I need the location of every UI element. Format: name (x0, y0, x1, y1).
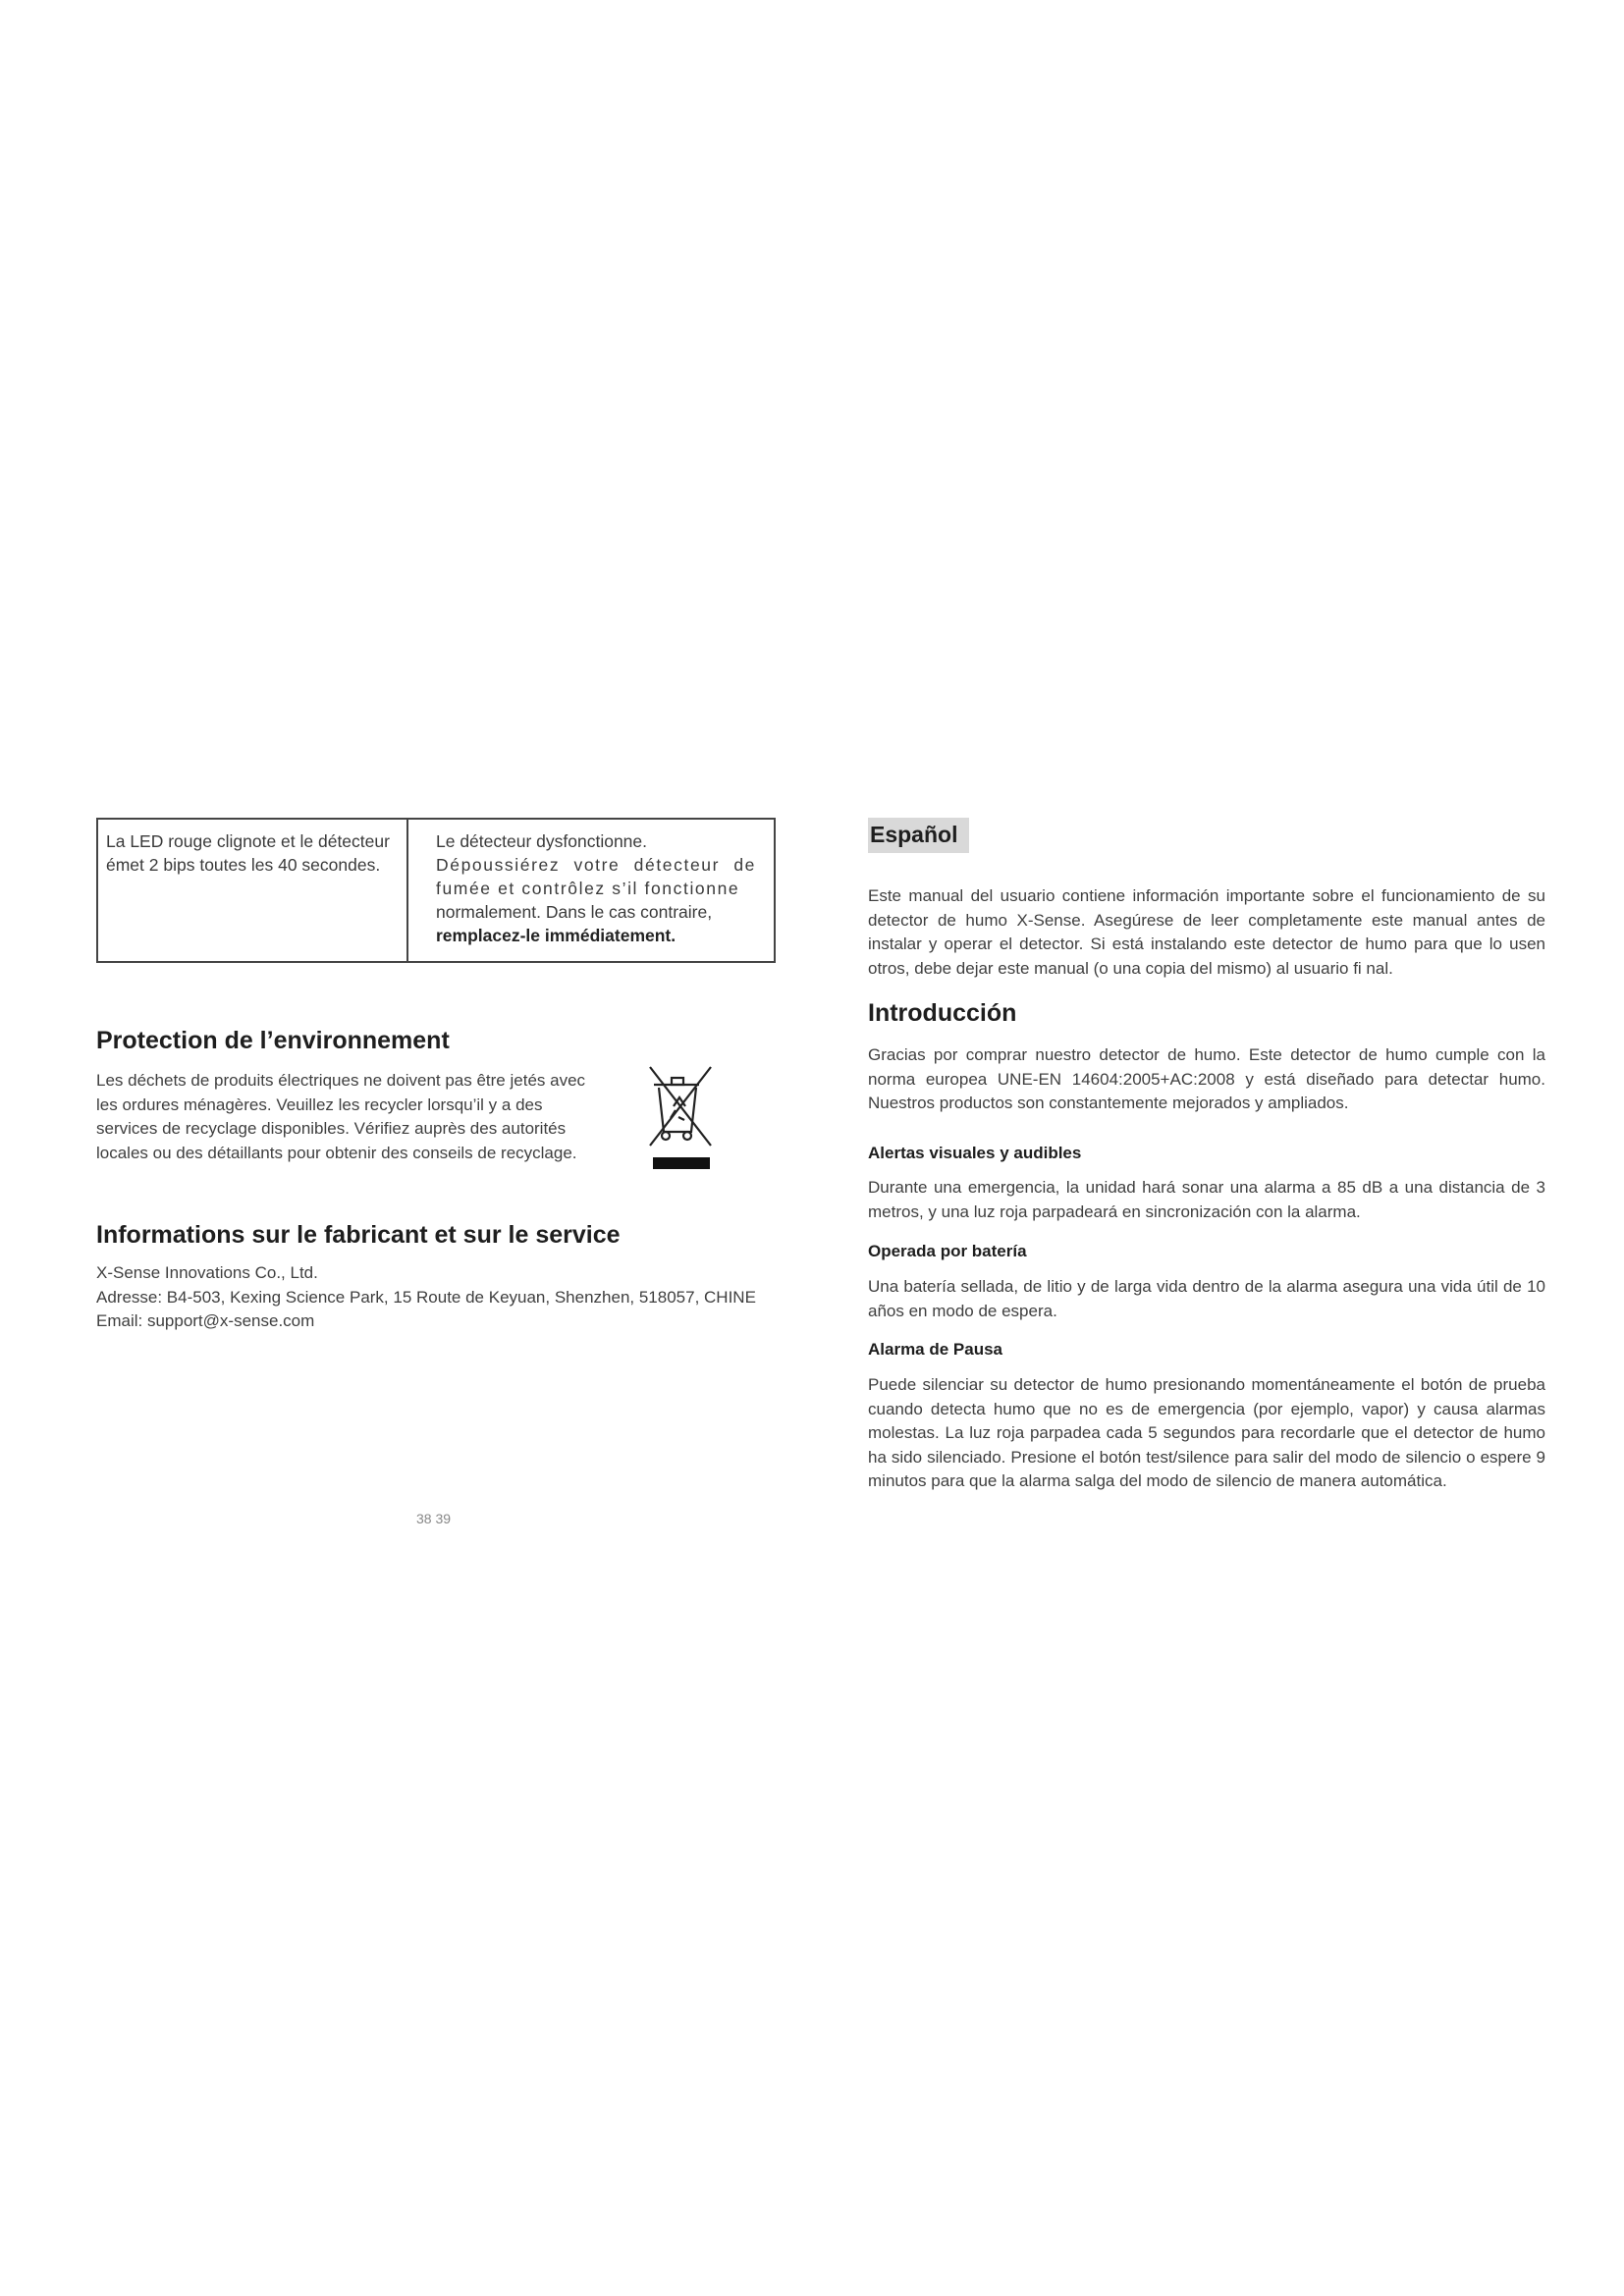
page-numbers: 38 39 (416, 1511, 452, 1526)
section-text-alerts: Durante una emergencia, la unidad hará sonar una alarma a 85 dB a una distancia de 3 metros, y una luz roja parpadeará en sincronización con la alarma. (868, 1178, 1545, 1221)
environment-text: Les déchets de produits électriques ne doivent pas être jetés avec les ordures ménagères. Veuillez les recycler lorsqu’il y a des services de recyclage disponibles. Vérifiez auprès des autorités locales ou des détaillants pour obtenir des conseils de recyclage. (96, 1071, 586, 1162)
introduction-text: Gracias por comprar nuestro detector de humo. Este detector de humo cumple con la norma europea UNE-EN 14604:2005+AC:2008 y está diseñado para detectar humo. Nuestros productos son constantemente mejorados y ampliados. (868, 1045, 1545, 1112)
environment-heading: Protection de l’environnement (96, 1027, 450, 1054)
manual-intro-text: Este manual del usuario contiene información importante sobre el funcionamiento de su detector de humo X-Sense. Asegúrese de leer completamente este manual antes de instalar y operar el detector. Si está instalando este detector de humo para que lo usen otros, debe dejar este manual (o una copia del mismo) al usuario fi nal. (868, 886, 1545, 978)
section-heading-pause: Alarma de Pausa (868, 1340, 1003, 1359)
weee-crossed-bin-icon (648, 1063, 713, 1171)
introduction-heading: Introducción (868, 999, 1017, 1027)
section-text-battery: Una batería sellada, de litio y de larga vida dentro de la alarma asegura una vida útil de 10 años en modo de espera. (868, 1277, 1545, 1320)
solution-spaced-text: Dépoussiérez votre détecteur de fumée et contrôlez s’il fonctionne (436, 855, 756, 898)
solution-bold-text: remplacez-le immédiatement. (436, 926, 677, 945)
table-cell-solution (408, 820, 774, 961)
table-cell-symptom: La LED rouge clignote et le détecteur émet 2 bips toutes les 40 secondes. (98, 820, 408, 961)
troubleshooting-table (96, 818, 776, 963)
language-badge: Español (868, 818, 969, 853)
company-email: Email: support@x-sense.com (96, 1311, 315, 1330)
company-address: Adresse: B4-503, Kexing Science Park, 15 Route de Keyuan, Shenzhen, 518057, CHINE (96, 1287, 756, 1307)
manufacturer-heading: Informations sur le fabricant et sur le service (96, 1221, 621, 1249)
section-text-pause: Puede silenciar su detector de humo presionando momentáneamente el botón de prueba cuando detecta humo que no es de emergencia (por ejemplo, vapor) y causa alarmas molestas. La luz roja parpadea cada 5 segundos para recordarle que el detector de humo ha sido silenciado. Presione el botón test/silence para salir del modo de silencio o espere 9 minutos para que la alarma salga del modo de silencio de manera automática. (868, 1375, 1545, 1490)
manufacturer-info (96, 1261, 776, 1334)
company-name: X-Sense Innovations Co., Ltd. (96, 1263, 318, 1282)
section-heading-alerts: Alertas visuales y audibles (868, 1144, 1082, 1162)
solution-normal-text: normalement. Dans le cas contraire, (436, 902, 713, 922)
solution-line-1: Le détecteur dysfonctionne. (436, 831, 648, 851)
section-heading-battery: Operada por batería (868, 1242, 1027, 1260)
left-page (96, 818, 776, 1526)
right-page (868, 818, 1545, 1490)
